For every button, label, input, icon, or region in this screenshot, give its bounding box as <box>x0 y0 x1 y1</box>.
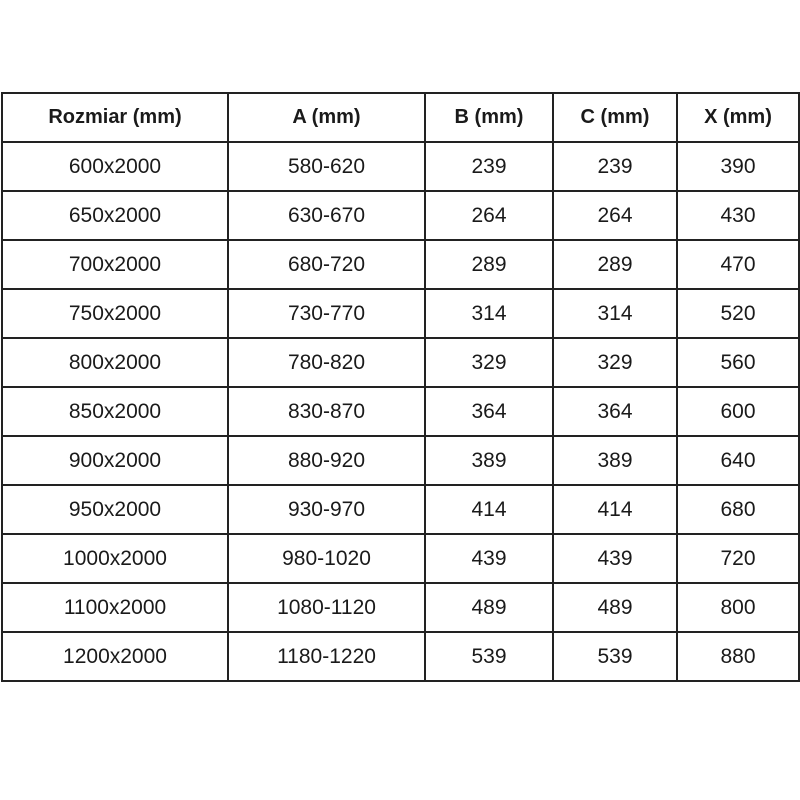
table-cell: 1180-1220 <box>228 632 425 681</box>
column-header-a-mm: A (mm) <box>228 93 425 142</box>
table-row <box>2 387 799 436</box>
table-cell: 980-1020 <box>228 534 425 583</box>
table-cell: 1200x2000 <box>2 632 228 681</box>
table-cell: 389 <box>425 436 553 485</box>
table-cell: 314 <box>425 289 553 338</box>
table-cell: 680 <box>677 485 799 534</box>
table-cell: 414 <box>553 485 677 534</box>
table-header-row <box>2 93 799 142</box>
table-cell: 329 <box>553 338 677 387</box>
table-cell: 1080-1120 <box>228 583 425 632</box>
table-cell: 539 <box>553 632 677 681</box>
table-cell: 850x2000 <box>2 387 228 436</box>
table-cell: 600 <box>677 387 799 436</box>
header-row <box>2 93 799 142</box>
column-header-x-mm: X (mm) <box>677 93 799 142</box>
table-cell: 364 <box>553 387 677 436</box>
table-row <box>2 632 799 681</box>
table-cell: 389 <box>553 436 677 485</box>
table-row <box>2 142 799 191</box>
table-cell: 830-870 <box>228 387 425 436</box>
table-row <box>2 583 799 632</box>
table-cell: 600x2000 <box>2 142 228 191</box>
table-row <box>2 191 799 240</box>
table-cell: 680-720 <box>228 240 425 289</box>
table-row <box>2 289 799 338</box>
table-cell: 640 <box>677 436 799 485</box>
table-cell: 329 <box>425 338 553 387</box>
table-cell: 750x2000 <box>2 289 228 338</box>
table-row <box>2 240 799 289</box>
table-cell: 439 <box>425 534 553 583</box>
table-cell: 239 <box>425 142 553 191</box>
table-cell: 439 <box>553 534 677 583</box>
table-cell: 430 <box>677 191 799 240</box>
column-header-c-mm: C (mm) <box>553 93 677 142</box>
table-cell: 800 <box>677 583 799 632</box>
table-cell: 470 <box>677 240 799 289</box>
table-cell: 520 <box>677 289 799 338</box>
table-cell: 900x2000 <box>2 436 228 485</box>
table-cell: 364 <box>425 387 553 436</box>
table-cell: 539 <box>425 632 553 681</box>
table-cell: 264 <box>553 191 677 240</box>
column-header-b-mm: B (mm) <box>425 93 553 142</box>
table-cell: 489 <box>425 583 553 632</box>
table-cell: 289 <box>553 240 677 289</box>
table-cell: 880 <box>677 632 799 681</box>
table-body <box>2 142 799 681</box>
table-cell: 1100x2000 <box>2 583 228 632</box>
table-cell: 630-670 <box>228 191 425 240</box>
table-cell: 239 <box>553 142 677 191</box>
table-row <box>2 338 799 387</box>
table-cell: 414 <box>425 485 553 534</box>
table-cell: 780-820 <box>228 338 425 387</box>
table-cell: 650x2000 <box>2 191 228 240</box>
table-cell: 800x2000 <box>2 338 228 387</box>
table-cell: 289 <box>425 240 553 289</box>
size-spec-table <box>1 92 800 682</box>
table-cell: 489 <box>553 583 677 632</box>
table-cell: 1000x2000 <box>2 534 228 583</box>
table-cell: 560 <box>677 338 799 387</box>
table-row <box>2 485 799 534</box>
table-cell: 264 <box>425 191 553 240</box>
table-cell: 950x2000 <box>2 485 228 534</box>
table-row <box>2 534 799 583</box>
table-cell: 730-770 <box>228 289 425 338</box>
table-cell: 700x2000 <box>2 240 228 289</box>
table-cell: 930-970 <box>228 485 425 534</box>
table-cell: 880-920 <box>228 436 425 485</box>
table-row <box>2 436 799 485</box>
column-header-rozmiar-mm: Rozmiar (mm) <box>2 93 228 142</box>
table-cell: 314 <box>553 289 677 338</box>
table-cell: 720 <box>677 534 799 583</box>
table-cell: 390 <box>677 142 799 191</box>
table-cell: 580-620 <box>228 142 425 191</box>
